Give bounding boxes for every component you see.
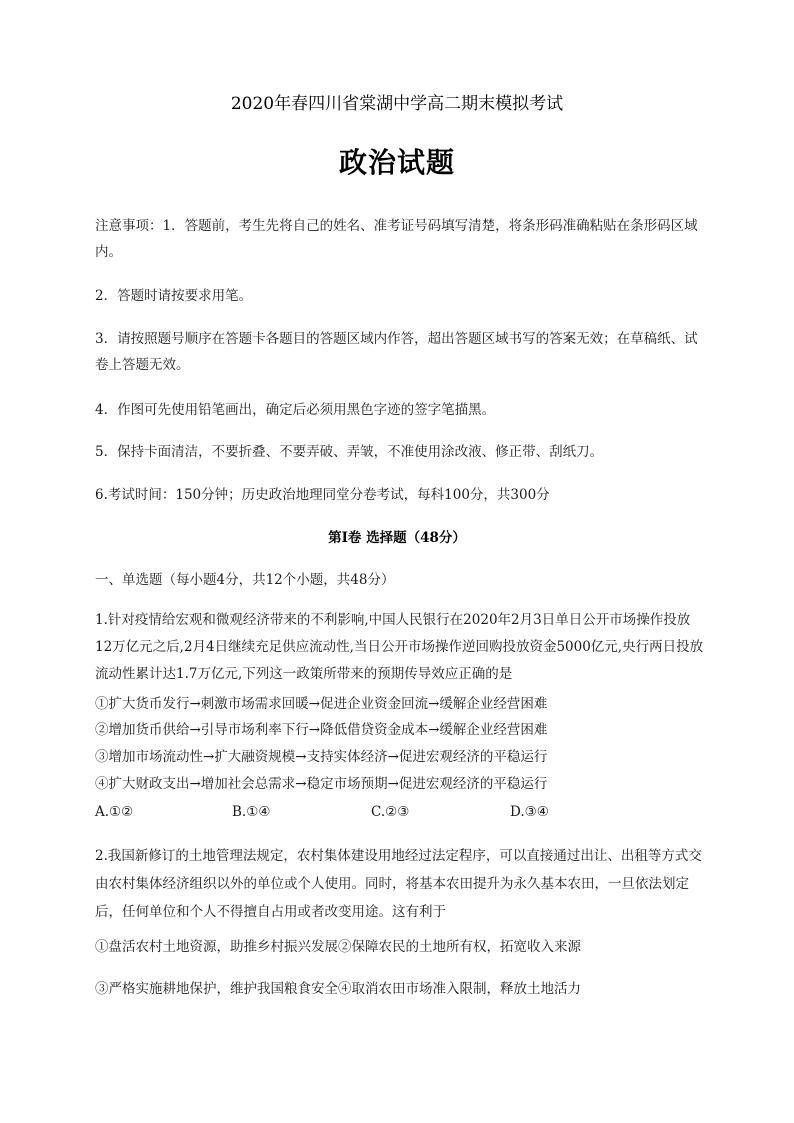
note-1: 注意事项：1．答题前，考生先将自己的姓名、准考证号码填写清楚，将条形码准确粘贴在条形码区域内。 xyxy=(95,218,698,260)
option-d[interactable]: D.③④ xyxy=(510,804,549,820)
option-c[interactable]: C.②③ xyxy=(371,804,410,820)
section-instructions: 一、单选题（每小题4分，共12个小题，共48分） xyxy=(95,572,395,588)
note-4: 4．作图可先使用铅笔画出，确定后必须用黑色字迹的签字笔描黑。 xyxy=(95,402,496,418)
section-title: 第I卷 选择题（48分） xyxy=(328,530,466,546)
exam-title: 政治试题 xyxy=(338,146,455,179)
question-1-item: ①扩大货币发行→刺激市场需求回暖→促进企业资金回流→缓解企业经营困难 xyxy=(95,696,548,712)
option-b[interactable]: B.①④ xyxy=(232,804,271,820)
question-1-stem: 1.针对疫情给宏观和微观经济带来的不利影响,中国人民银行在2020年2月3日单日公开市场操作投放12万亿元之后,2月4日继续充足供应流动性,当日公开市场操作逆回购投放资金5000亿元,央行两日投放流动性累计达1.7万亿元,下列这一政策所带来的预期传导效应正确的是 xyxy=(95,612,704,682)
exam-subtitle: 2020年春四川省棠湖中学高二期末模拟考试 xyxy=(230,94,564,114)
note-6: 6.考试时间：150分钟；历史政治地理同堂分卷考试，每科100分，共300分 xyxy=(95,487,550,503)
option-a[interactable]: A.①② xyxy=(95,804,134,820)
question-2-item: ①盘活农村土地资源，助推乡村振兴发展②保障农民的土地所有权，拓宽收入来源 xyxy=(95,939,581,955)
question-2-item: ③严格实施耕地保护，维护我国粮食安全④取消农田市场准入限制，释放土地活力 xyxy=(95,981,581,997)
question-1-item: ④扩大财政支出→增加社会总需求→稳定市场预期→促进宏观经济的平稳运行 xyxy=(95,776,548,792)
note-5: 5．保持卡面清洁，不要折叠、不要弄破、弄皱，不准使用涂改液、修正带、刮纸刀。 xyxy=(95,444,604,460)
question-2-stem: 2.我国新修订的土地管理法规定，农村集体建设用地经过法定程序，可以直接通过出让、出租等方式交由农村集体经济组织以外的单位或个人使用。同时，将基本农田提升为永久基本农田，一旦依法划定后，任何单位和个人不得擅自占用或者改变用途。这有利于 xyxy=(95,848,702,920)
question-1-item: ②增加货币供给→引导市场利率下行→降低借贷资金成本→缓解企业经营困难 xyxy=(95,722,548,738)
note-2: 2．答题时请按要求用笔。 xyxy=(95,288,253,304)
note-3: 3．请按照题号顺序在答题卡各题目的答题区域内作答，超出答题区域书写的答案无效；在草稿纸、试卷上答题无效。 xyxy=(95,331,698,373)
question-1-item: ③增加市场流动性→扩大融资规模→支持实体经济→促进宏观经济的平稳运行 xyxy=(95,749,548,765)
